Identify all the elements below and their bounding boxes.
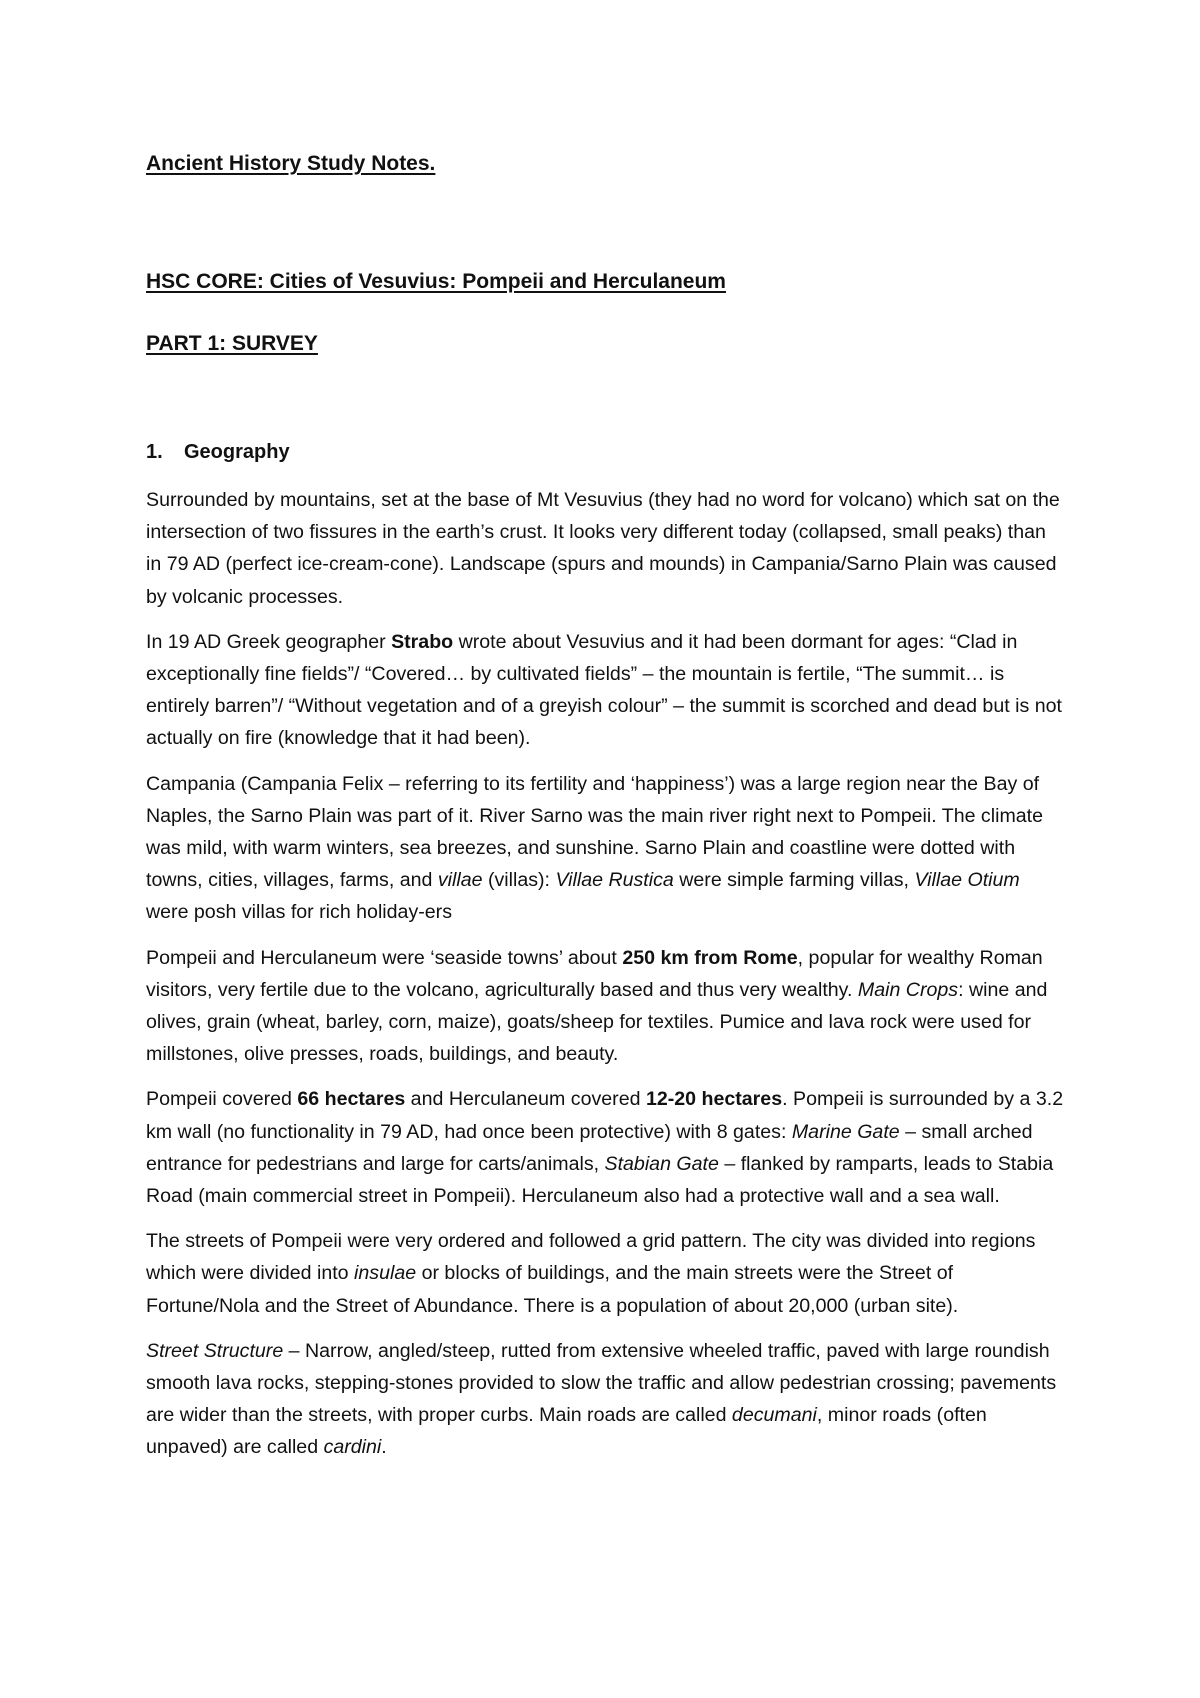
italic-term: Villae Rustica [555,869,674,892]
text-run: . [381,1436,387,1459]
italic-term: Villae Otium [914,869,1020,892]
section-title: Geography [184,441,290,463]
italic-term: Stabian Gate [604,1152,719,1175]
italic-term: villae [437,869,483,892]
italic-term: insulae [354,1262,417,1285]
text-run: , minor roads (often unpaved) are called [146,1404,987,1459]
paragraph-street-structure [146,1335,1066,1464]
text-run: (villas): [482,869,556,892]
text-run: Pompeii covered [146,1088,298,1111]
text-run: , popular for wealthy Roman visitors, very fertile due to the volcano, agriculturally based and thus very wealthy. [146,946,1043,1001]
text-run: . Pompeii is surrounded by a 3.2 km wall (no functionality in 79 AD, had once been protective) with 8 gates: [146,1088,1064,1143]
document-page [146,150,1066,1477]
paragraph-strabo [146,626,1066,755]
text-run: – Narrow, angled/steep, rutted from extensive wheeled traffic, paved with large roundish smooth lava rocks, stepping-stones provided to slow the traffic and allow pedestrian crossing; pavements are wider than the streets, with proper curbs. Main roads are called [146,1339,1057,1427]
paragraph-streets [146,1225,1066,1322]
paragraph-campania [146,768,1066,929]
italic-term: Marine Gate [791,1120,900,1143]
italic-term: decumani [731,1404,817,1427]
italic-term: cardini [323,1436,382,1459]
document-title: Ancient History Study Notes. [146,152,436,175]
italic-term: Street Structure [146,1339,284,1362]
paragraph-city-size [146,1083,1066,1212]
bold-term: 12-20 hectares [645,1088,783,1111]
text-run: wrote about Vesuvius and it had been dormant for ages: “Clad in exceptionally fine fields”/ “Covered… by cultivated fields” – the mountain is fertile, “The summit… is entirely barren”/ “Without vegetation and of a greyish colour” – the summit is scorched and dead but is not actually on fire (knowledge that it had been). [146,630,1062,750]
paragraph-landscape [146,484,1066,613]
text-run: and Herculaneum covered [405,1088,646,1111]
bold-term: 66 hectares [297,1088,406,1111]
text-run: The streets of Pompeii were very ordered and followed a grid pattern. The city was divided into regions which were divided into [146,1230,1036,1285]
text-run: were simple farming villas, [673,869,915,892]
bold-term: 250 km from Rome [622,946,798,969]
paragraph-seaside-towns [146,942,1066,1071]
text-run: Pompeii and Herculaneum were ‘seaside towns’ about [146,946,623,969]
part-heading: PART 1: SURVEY [146,332,318,355]
text-run: – flanked by ramparts, leads to Stabia Road (main commercial street in Pompeii). Herculaneum also had a protective wall and a sea wall. [146,1152,1054,1208]
text-run: Surrounded by mountains, set at the base of Mt Vesuvius (they had no word for volcano) which sat on the intersection of two fissures in the earth’s crust. It looks very different today (collapsed, small peaks) than in 79 AD (perfect ice-cream-cone). Landscape (spurs and mounds) in Campania/Sarno Plain was caused by volcanic processes. [146,489,1060,608]
text-run: were posh villas for rich holiday-ers [146,901,452,924]
section-heading-geography [146,438,1066,466]
text-run: or blocks of buildings, and the main streets were the Street of Fortune/Nola and the Street of Abundance. There is a population of about 20,000 (urban site). [146,1262,959,1317]
text-run: Campania (Campania Felix – referring to its fertility and ‘happiness’) was a large region near the Bay of Naples, the Sarno Plain was part of it. River Sarno was the main river right next to Pompeii. The climate was mild, with warm winters, sea breezes, and sunshine. Sarno Plain and coastline were dotted with towns, cities, villages, farms, and [146,772,1043,892]
italic-term: Main Crops [857,978,959,1001]
section-number: 1. [146,441,163,463]
bold-term: Strabo [391,630,454,653]
core-heading: HSC CORE: Cities of Vesuvius: Pompeii and Herculaneum [146,270,726,293]
text-run: : wine and olives, grain (wheat, barley, corn, maize), goats/sheep for textiles. Pumice and lava rock were used for millstones, olive presses, roads, buildings, and beauty. [146,978,1048,1066]
text-run: In 19 AD Greek geographer [146,630,392,653]
text-run: – small arched entrance for pedestrians and large for carts/animals, [146,1120,1033,1175]
